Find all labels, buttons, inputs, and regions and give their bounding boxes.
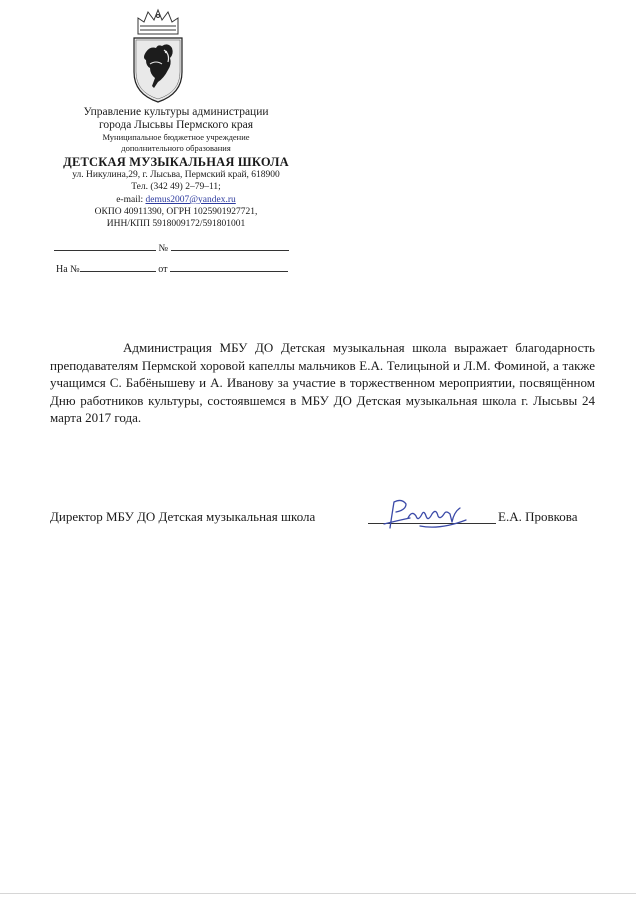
letter-body: [50, 339, 595, 427]
type-line-1: Муниципальное бюджетное учреждение: [102, 132, 250, 143]
ref-incoming-label: На №: [56, 264, 80, 275]
ref-from-blank: [170, 262, 288, 272]
email-label: e-mail:: [116, 194, 144, 205]
signatory-name: Е.А. Провкова: [498, 509, 578, 524]
bottom-scan-edge: [0, 893, 636, 894]
type-line-2: дополнительного образования: [121, 143, 231, 154]
org-line-1: Управление культуры администрации: [83, 106, 269, 118]
ref-incoming-row: [56, 262, 288, 275]
signature-row: [50, 508, 595, 538]
ref-number-blank: [171, 241, 289, 251]
handwritten-signature: [380, 496, 470, 534]
letterhead: [50, 106, 302, 231]
ref-number-label: №: [158, 243, 169, 254]
email-link[interactable]: demus2007@yandex.ru: [145, 194, 236, 205]
school-name: ДЕТСКАЯ МУЗЫКАЛЬНАЯ ШКОЛА: [63, 154, 289, 169]
org-line-2: города Лысьвы Пермского края: [99, 119, 253, 132]
address: ул. Никулина,29, г. Лысьва, Пермский край, 618900: [72, 170, 280, 181]
ref-date-blank: [54, 241, 156, 251]
signatory-position: Директор МБУ ДО Детская музыкальная школа: [50, 509, 316, 524]
email-line: [50, 194, 302, 206]
coat-of-arms-icon: [128, 8, 188, 104]
ref-incoming-blank: [80, 262, 156, 272]
okpo-ogrn: ОКПО 40911390, ОГРН 1025901927721,: [94, 207, 258, 218]
body-paragraph: Администрация МБУ ДО Детская музыкальная школа выражает благодарность преподавателям Пермской хоровой капеллы мальчиков Е.А. Телицыной и Л.М. Фоминой, а также учащимся С. Бабёнышеву и А. Иванову за участие в торжественном мероприятии, посвящённом Дню работников культуры, состоявшемся в МБУ ДО Детская музыкальная школа г. Лысьвы 24 марта 2017 года.: [50, 340, 595, 425]
ref-number-row: [54, 241, 289, 254]
inn-kpp: ИНН/КПП 5918009172/591801001: [106, 219, 246, 230]
ref-from-label: от: [158, 264, 168, 275]
phone: Тел. (342 49) 2–79–11;: [131, 182, 221, 193]
